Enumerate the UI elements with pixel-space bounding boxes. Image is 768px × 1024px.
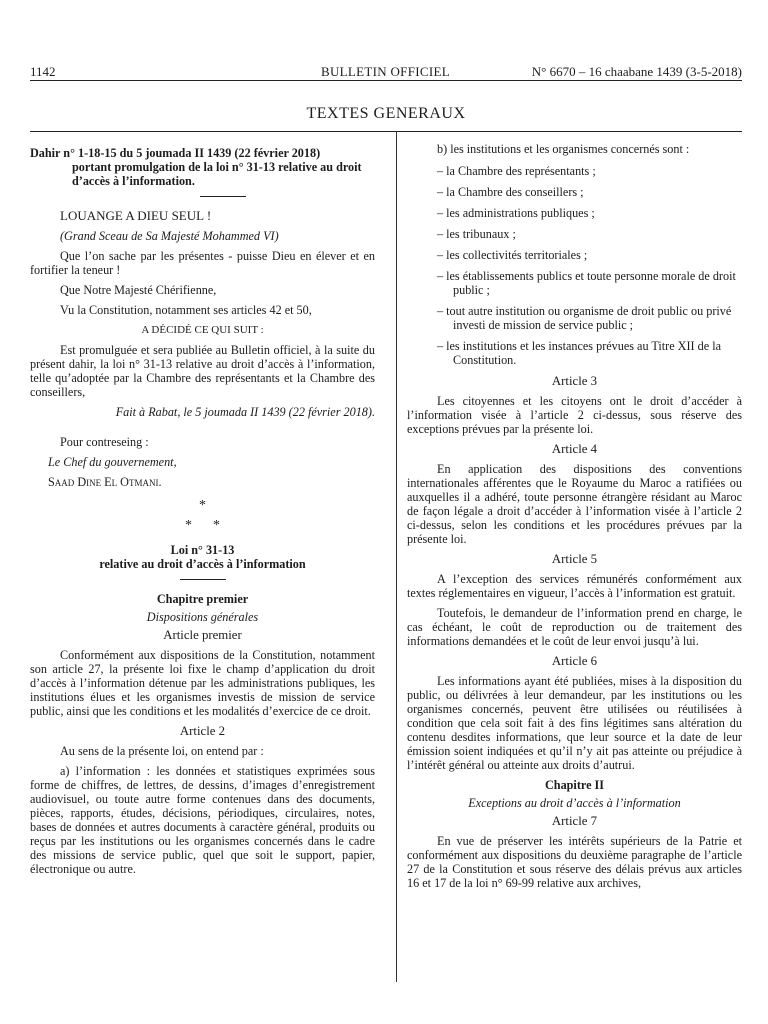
issue-number: N° 6670 – 16 chaabane 1439 (3-5-2018)	[531, 64, 742, 79]
document-page	[30, 60, 742, 982]
article-heading: Article 3	[551, 374, 598, 388]
article-text: En vue de préserver les intérêts supérieurs de la Patrie et conformément aux dispositions du deuxième paragraphe de l’article 27 de la Constitution et sous réserve des délais prévus aux articles 16 et 17 de la loi n° 69-99 relative aux archives,	[407, 834, 742, 890]
page-header	[30, 60, 742, 81]
two-column-body	[30, 132, 742, 982]
article-text: b) les institutions et les organismes concernés sont :	[437, 142, 690, 156]
law-title-subject: relative au droit d’accès à l’information	[99, 557, 306, 571]
chapter-subheading: Dispositions générales	[146, 610, 259, 624]
list-item: – la Chambre des conseillers ;	[437, 185, 584, 199]
article-text: Toutefois, le demandeur de l’information prend en charge, le cas échéant, le coût de reproduction ou de traitement des informations demandées et le coût de leur envoi jusqu’à lui.	[407, 606, 742, 648]
countersign-line: Pour contreseing :	[60, 435, 149, 449]
decree-title	[30, 146, 375, 188]
constitution-line: Vu la Constitution, notamment ses articles 42 et 50,	[60, 303, 312, 317]
list-item: – les administrations publiques ;	[437, 206, 595, 220]
list-item: – la Chambre des représentants ;	[437, 164, 596, 178]
separator-star: *	[199, 498, 206, 513]
right-column	[407, 142, 742, 896]
institutions-list	[407, 164, 742, 367]
chapter-heading: Chapitre premier	[156, 592, 249, 606]
article-heading: Article 2	[179, 724, 226, 738]
separator-rule	[180, 579, 226, 580]
promulgation-paragraph: Est promulguée et sera publiée au Bulletin officiel, à la suite du présent dahir, la loi n° 31-13 relative au droit d’accès à l’information, telle qu’adoptée par la Chambre des représentants et la Chambre des conseillers,	[30, 343, 375, 399]
decree-title-line1: Dahir n° 1-18-15 du 5 joumada II 1439 (22 février 2018)	[30, 146, 321, 160]
list-item: – les établissements publics et toute personne morale de droit public ;	[437, 269, 736, 297]
list-item: – tout autre institution ou organisme de droit public ou privé investi de mission de service public ;	[437, 304, 732, 332]
article-text: a) l’information : les données et statistiques exprimées sous forme de chiffres, de lettres, de dessins, d’images d’enregistrement audiovisuel, ou toute autre forme contenues dans des documents, pièces, rapports, études, décisions, périodiques, circulaires, notes, bases de données et autres documents à caractère général, produits ou reçus par les institutions ou les organismes concernés dans le cadre des missions de service public, quel que soit le support, papier, électronique ou autre.	[30, 764, 375, 876]
left-column	[30, 142, 375, 882]
head-of-government: Le Chef du gouvernement,	[48, 455, 177, 469]
article-heading: Article 4	[551, 442, 598, 456]
chapter-heading: Chapitre II	[544, 778, 605, 792]
column-divider	[396, 132, 397, 982]
chapter-subheading: Exceptions au droit d’accès à l’information	[468, 796, 681, 810]
article-text: En application des dispositions des conventions internationales afférentes que le Royaume du Maroc a ratifiées ou auxquelles il a adhéré, toute personne étrangère résidant au Maroc de façon légale a droit d’accéder à l’information visée à l’article 2 ci-dessus, selon les conditions et les procédures prévues par la présente loi.	[407, 462, 742, 546]
page-number: 1142	[30, 64, 56, 79]
article-text: Les citoyennes et les citoyens ont le droit d’accéder à l’information visée à l’article 2 ci-dessus, sous réserve des exceptions prévues par la présente loi.	[407, 394, 742, 436]
decided-line: A DÉCIDÉ CE QUI SUIT :	[141, 324, 264, 336]
list-item: – les tribunaux ;	[437, 227, 516, 241]
law-title-number: Loi n° 31-13	[170, 543, 235, 557]
publication-name: BULLETIN OFFICIEL	[321, 64, 450, 79]
separator-rule	[200, 196, 246, 197]
seal-line: (Grand Sceau de Sa Majesté Mohammed VI)	[60, 229, 279, 243]
section-title: TEXTES GENERAUX	[306, 105, 466, 122]
article-text: A l’exception des services rémunérés conformément aux textes réglementaires en vigueur, l’accès à l’information est gratuit.	[407, 572, 742, 600]
article-text: Au sens de la présente loi, on entend par :	[60, 744, 264, 758]
list-item: – les collectivités territoriales ;	[437, 248, 588, 262]
signatory-name: Saad Dine El Otmani.	[48, 475, 162, 489]
decree-title-line2: portant promulgation de la loi n° 31-13 relative au droit d’accès à l’information.	[72, 160, 362, 188]
done-at-line: Fait à Rabat, le 5 joumada II 1439 (22 février 2018).	[115, 405, 375, 419]
article-text: Conformément aux dispositions de la Constitution, notamment son article 27, la présente loi fixe le champ d’application du droit d’accès à l’information détenue par les administrations publiques, les institutions élues et les organismes investis de mission de service public, ainsi que les conditions et les modalités d’exercice de ce droit.	[30, 648, 375, 718]
separator-stars: * *	[185, 518, 220, 533]
article-heading: Article premier	[163, 628, 242, 642]
majesty-line: Que Notre Majesté Chérifienne,	[60, 283, 217, 297]
article-heading: Article 5	[551, 552, 598, 566]
know-line: Que l’on sache par les présentes - puisse Dieu en élever et en fortifier la teneur !	[30, 249, 375, 277]
praise-line: LOUANGE A DIEU SEUL !	[60, 208, 212, 223]
article-heading: Article 7	[551, 814, 598, 828]
article-heading: Article 6	[551, 654, 598, 668]
list-item: – les institutions et les instances prévues au Titre XII de la Constitution.	[437, 339, 721, 367]
article-text: Les informations ayant été publiées, mises à la disposition du public, ou délivrées à leur demandeur, par les institutions ou les organismes concernés, peuvent être utilisées ou réutilisées à condition que cela soit fait à des fins légitimes sans altération du contenu desdites informations, que leur source et la date de leur émission soient indiquées et qu’il n’y ait pas atteinte ou préjudice à l’intérêt général ou atteinte aux droits d’autrui.	[407, 674, 742, 772]
